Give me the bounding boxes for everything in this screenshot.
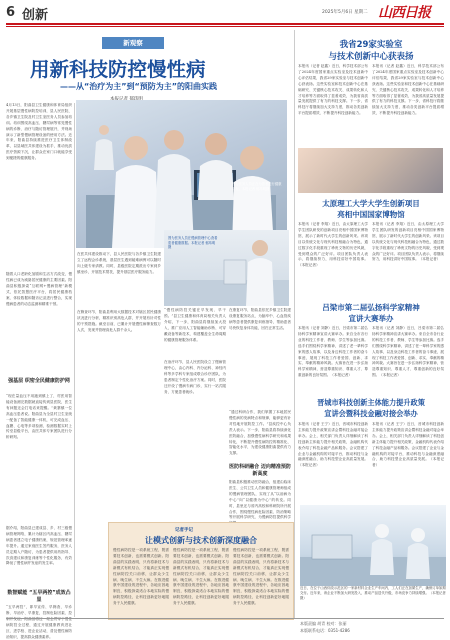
- story1-photo: [298, 148, 443, 193]
- lead-body-10: 在康复环节，阳曲县依托乡镇卫生院建设康复服务站点，为脑卒中、心血管疾病等患者提供康复训练指导，帮助患者尽快恢复身体功能，回归正常生活。: [229, 308, 291, 330]
- story1-body-a: 本报讯（记者 赵鑫）近日，科学技术部公布了2024年度国家重点实验室及技术创新中心评估结果，我省29家实验室与技术创新中心获表扬。这些实验室和技术创新中心在基础研究、关键核心技术攻关、成果转化和人才培养等方面取得了显著成效，为我省高质量发展提供了有力的科技支撑。下一步，省科技厅将继续加大支持力度，推动各类创新平台提质增效，不断提升科技创新能力。: [298, 64, 368, 116]
- subhead-1: 强基层 织密全民健康防护网: [8, 378, 70, 384]
- commentary-body-b: 慢性病防控是一项系统工程，既需要技术创新，也需要模式创新。阳曲县的实践表明，只有将新技术与新模式有机结合，才能真正实现慢性病防控关口前移，让群众少生病、晚生病、不生大病。在推进健康中国建设的进程中，各地应因地制宜，积极探索适合本地实际的慢病防控路径，让科技创新更好地服务于人民健康。: [173, 548, 229, 606]
- right-column-divider: [294, 30, 295, 618]
- photo1-caption: 图为医务人员正在为患者进行健康检查。本报记者 郁玮明摄: [232, 182, 282, 191]
- lead-headline: 用新科技防控慢性病: [30, 58, 206, 81]
- lead-body-7: “五早两控”，即早宣传、早筛查、早诊断、早治疗、早康复，控制危险因素、控制并发症。阳曲县将这一理念贯穿于慢性病防控全过程，通过开展健康教育进社区、进学校、进企业活动，普及慢性病防治知识，提高群众健康素养。: [6, 605, 72, 639]
- subhead-2: 数智赋能 “五早两控”成效凸显: [7, 590, 71, 603]
- lead-body-11: 阳曲县积极推动医防融合，组建由临床医生、公共卫生人员和健康管理师组成的慢病管理团队，实现了从“以治病为中心”向“以健康为中心”的转变。同时，县里还与省内高校和科研院所开展合作，围绕慢性病危险因素、防治策略等开展科学研究，为慢病防控提供科学: [229, 480, 291, 520]
- story1-title-1: 我省29家实验室: [339, 40, 403, 50]
- lead-body-6: “慢性病防控关键在早发现、早干预。”县卫生健康和体育局相关负责人介绍，下一步，阳曲县将继续加大投入，推广应用人工智能辅助诊断、可穿戴设备等新技术，构建覆盖全生命周期的健康管理服务体系。: [164, 308, 226, 342]
- story2-body-b: 本报讯（记者 李翔）近日，由太原理工大学学生团队研发的创新项目亮相中国国家博物馆，展示了新时代大学生的创新风采。该项目以传统文化与现代科技相融合为特色，通过数字化手段重现了珍贵文物的历史风貌，受到观众的广泛好评。项目团队负责人表示，将继续努力，用科技讲好中国故事。（本报记者）: [372, 222, 444, 262]
- lead-body-8: 在筛查环节，阳曲县利用大数据技术对辖区居民健康状况进行分析，精准识别高危人群，并开展有针对性的干预措施。截至目前，已累计开展慢性病筛查数万人次，发现并管理高危人群千余人。: [77, 310, 161, 332]
- commentary-body-c: 慢性病防控是一项系统工程，既需要技术创新，也需要模式创新。阳曲县的实践表明，只有将新技术与新模式有机结合，才能真正实现慢性病防控关口前移，让群众少生病、晚生病、不生大病。在推进健康中国建设的进程中，各地应因地制宜，积极探索适合本地实际的慢病防控路径，让科技创新更好地服务于人民健康。: [233, 548, 289, 606]
- story1-title-2: 与技术创新中心获表扬: [328, 52, 414, 62]
- lead-body-5: 在医共体建设推动下，县人民医院与各乡镇卫生院建立了远程会诊系统，基层医生遇到疑难病例可以随时向上级专家请教。同时，县级医院定期派出专家到乡镇坐诊，开展技术帮扶，提升基层医疗服务能力。: [77, 252, 161, 274]
- story4-title-2: 宣讲会暨科技金融对接会举办: [324, 409, 418, 418]
- story4-title-1: 晋城市科技创新主体能力提升政策: [317, 398, 425, 407]
- factory-photo: [300, 505, 446, 586]
- header-rule: [6, 23, 444, 25]
- story4-body-a: 本报讯（记者 王宁）近日，晋城市科技创新主体能力提升政策宣讲会暨科技金融对接会举办。会上，相关部门负责人详细解读了科技创新主体能力提升相关政策，金融机构代表介绍了科技金融产品和服务。会议搭建了企业与金融机构的对接平台，推动科技与金融深度融合，助力科技型企业高质量发展。（本报记者）: [298, 422, 368, 468]
- page-number: 6: [6, 5, 16, 20]
- lead-body-4: 据介绍，阳曲县已建成县、乡、村三级慢病管理网络，累计为辖区内高血压、糖尿病患者建立电子健康档案，规范管理率逐年提升。通过家庭医生签约服务，医务人员定期入户随访，为患者提供用药指导、饮食建议和康复训练等个性化服务，有效降低了慢性病并发症的发生率。: [6, 526, 72, 566]
- header-rule-thin: [6, 26, 444, 27]
- story2-title-1: 太原理工大学大学生创新项目: [322, 199, 420, 208]
- lead-body-2: 随着人口老龄化加剧和生活方式改变，慢性病已成为威胁居民健康的主要因素。阳曲县积极探索“互联网+慢病管理”新模式，依托智慧医疗平台，将居民健康档案、体检数据和随访记录进行整合，实现慢病患者的动态监测和精准干预。: [6, 272, 72, 306]
- footer-editor: 本版责编 胡青 校对：张丽: [300, 621, 347, 626]
- story4-body-b: 本报讯（记者 王宁）近日，晋城市科技创新主体能力提升政策宣讲会暨科技金融对接会举办。会上，相关部门负责人详细解读了科技创新主体能力提升相关政策，金融机构代表介绍了科技金融产品和服务。会议搭建了企业与金融机构的对接平台，推动科技与金融深度融合，助力科技型企业高质量发展。（本报记者）: [372, 422, 444, 468]
- section-name: 创新: [22, 8, 49, 23]
- subhead-3: 医防科研融合 迈向精准预防新高度: [229, 464, 291, 477]
- issue-date: 2025年5月6日 星期二: [322, 10, 368, 15]
- lead-body-1: 4月13日，阳曲县卫生健康和体育局组织开展基层慢性病防控培训，县人民医院、各乡镇卫生院及村卫生室医务人员参加培训。培训围绕高血压、糖尿病等常见慢性病的诊断、治疗与随访管理展开，并现场演示了新型慢病管理设备的使用方法。近年来，阳曲县持续推进医疗卫生体制改革，以县域医共体建设为抓手，推动优质医疗资源下沉，让群众在家门口就能享受到便捷的健康服务。: [6, 103, 72, 161]
- story2-body-a: 本报讯（记者 李翔）近日，由太原理工大学学生团队研发的创新项目亮相中国国家博物馆，展示了新时代大学生的创新风采。该项目以传统文化与现代科技相融合为特色，通过数字化手段重现了珍贵文物的历史风貌，受到观众的广泛好评。项目团队负责人表示，将继续努力，用科技讲好中国故事。（本报记者）: [298, 222, 368, 268]
- footer-phone: 本版联系电话：0351-4286: [300, 628, 350, 633]
- factory-illustration: [300, 505, 446, 586]
- story2-title-2: 亮相中国国家博物馆: [337, 210, 405, 219]
- column-divider: [74, 103, 75, 617]
- factory-photo-caption: 近日，在位于山西综改示范区的一家新材料企业生产车间内，工人们正在加紧生产，确保订单如期交付。近年来，该企业不断加大研发投入，推动产品迭代升级，市场竞争力持续增强。（本报记者 摄）: [300, 586, 446, 600]
- story3-title-2: 宣讲大赛举办: [348, 314, 394, 323]
- story3-title-1: 吕梁市第二届弘扬科学家精神: [322, 303, 420, 312]
- commentary-title: 让模式创新与技术创新深度融合: [145, 536, 257, 545]
- lead-photo-lab: [164, 230, 289, 306]
- lead-body-3: “现在量血压不用跑到镇上了，村医用智能设备测完数据就直接传到县医院，医生有问题还会打电话来提醒。”黄寨镇一位高血压患者说。阳曲县为全县村卫生室统一配备了智能健康一体机，可完成血压、血糖、心电等多项检测，检测数据实时上传至县级平台，由医共体专家团队进行分析研判。: [6, 394, 72, 440]
- commentary-kicker: 记者手记: [175, 528, 193, 533]
- lead-photo-doctors: [76, 100, 287, 248]
- doctors-illustration: [76, 100, 287, 248]
- section-tag: 新观察: [102, 37, 164, 49]
- newspaper-logo: 山西日报: [378, 5, 430, 21]
- photo2-caption: 图为医务人员在慢病管理中心查看患者健康数据。本报记者 郁玮明摄: [168, 236, 218, 250]
- footer-rule: [6, 618, 444, 619]
- lead-body-12: “通过科研合作，我们掌握了本地居民慢性病的发病特点和规律，能够更有针对性地开展防控工作。”县疾控中心负责人表示。下一步，阳曲县将持续深化医防融合，加强慢性病科学研究和成果转化，不断提升慢性病防控的精准化、智能化水平，为建设健康阳曲提供有力支撑。: [229, 410, 291, 456]
- story3-body-a: 本报讯（记者 刘静）近日，吕梁市第二届弘扬科学家精神宣讲大赛举办。来自全市各行业的科技工作者、教师、学生等参加比赛。选手们围绕科学家精神，讲述了老一辈科学家的感人故事，以及身边科技工作者的奋斗事迹，展现了科技工作者爱国、创新、求实、奉献的精神风貌。大赛旨在进一步弘扬科学家精神，营造尊重知识、尊重人才、尊重创新的良好氛围。（本报记者）: [298, 326, 368, 378]
- commentary-body-a: 慢性病防控是一项系统工程，既需要技术创新，也需要模式创新。阳曲县的实践表明，只有将新技术与新模式有机结合，才能真正实现慢性病防控关口前移，让群众少生病、晚生病、不生大病。在推进健康中国建设的进程中，各地应因地制宜，积极探索适合本地实际的慢病防控路径，让科技创新更好地服务于人民健康。: [113, 548, 169, 606]
- lead-subheadline: ——从“治疗为主”到“预防为主”的阳曲实践: [60, 82, 218, 91]
- lead-body-9: 在治疗环节，县人民医院设立了慢病管理中心，由心内科、内分泌科、神经内科等多学科专家组成联合诊疗团队，为患者制定个性化治疗方案。同时，医院还开设了慢病专病门诊，实行一站式服务，方便患者就诊。: [164, 360, 226, 394]
- story1-body-b: 本报讯（记者 赵鑫）近日，科学技术部公布了2024年度国家重点实验室及技术创新中心评估结果，我省29家实验室与技术创新中心获表扬。这些实验室和技术创新中心在基础研究、关键核心技术攻关、成果转化和人才培养等方面取得了显著成效，为我省高质量发展提供了有力的科技支撑。下一步，省科技厅将继续加大支持力度，推动各类创新平台提质增效，不断提升科技创新能力。: [372, 64, 444, 116]
- story3-body-b: 本报讯（记者 刘静）近日，吕梁市第二届弘扬科学家精神宣讲大赛举办。来自全市各行业的科技工作者、教师、学生等参加比赛。选手们围绕科学家精神，讲述了老一辈科学家的感人故事，以及身边科技工作者的奋斗事迹，展现了科技工作者爱国、创新、求实、奉献的精神风貌。大赛旨在进一步弘扬科学家精神，营造尊重知识、尊重人才、尊重创新的良好氛围。（本报记者）: [372, 326, 444, 378]
